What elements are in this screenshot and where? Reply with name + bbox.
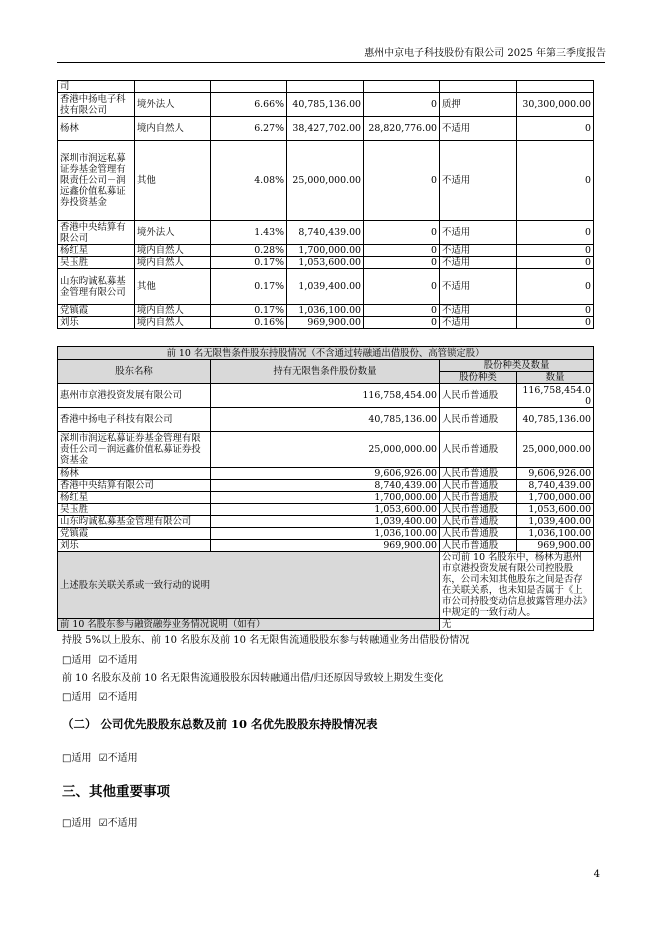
holder-name: 司 (58, 81, 135, 93)
holder-percent: 6.66% (211, 93, 287, 117)
holder-pledge-status: 不适用 (440, 221, 517, 245)
holder-shares (287, 81, 364, 93)
option-row-1 (62, 651, 138, 666)
heading-preferred-shares: （二） 公司优先股股东总数及前 10 名优先股股东持股情况表 (62, 717, 378, 731)
holder-row (58, 81, 594, 93)
checkbox-apply: □适用 (62, 655, 92, 666)
holder-percent: 0.17% (211, 305, 287, 317)
holder-nature: 境内自然人 (135, 257, 211, 269)
checkbox-not-apply: ☑不适用 (98, 692, 138, 703)
holder-row (58, 257, 594, 269)
unrestricted-row (58, 540, 594, 552)
holder-pledge-status: 不适用 (440, 269, 517, 305)
holder-shares: 1,036,100.00 (287, 305, 364, 317)
unrestricted-share-type: 人民币普通股 (440, 528, 517, 540)
margin-text: 无 (440, 619, 594, 631)
holder-shares: 8,740,439.00 (287, 221, 364, 245)
holder-nature: 境内自然人 (135, 317, 211, 329)
holder-name: 党镇霞 (58, 305, 135, 317)
holder-nature: 其他 (135, 141, 211, 221)
holder-pledge-status: 质押 (440, 93, 517, 117)
option-row-2 (62, 688, 138, 703)
unrestricted-share-type: 人民币普通股 (440, 492, 517, 504)
unrestricted-holder-shares: 25,000,000.00 (211, 432, 440, 468)
holder-percent: 6.27% (211, 117, 287, 141)
holder-name: 香港中央结算有限公司 (58, 221, 135, 245)
unrestricted-share-type: 人民币普通股 (440, 540, 517, 552)
unrestricted-row (58, 468, 594, 480)
holder-shares: 969,900.00 (287, 317, 364, 329)
holder-name: 深圳市润远私募证券基金管理有限责任公司－润远鑫价值私募证券投资基金 (58, 141, 135, 221)
holder-shares: 1,700,000.00 (287, 245, 364, 257)
holder-row (58, 305, 594, 317)
checkbox-apply: □适用 (62, 818, 92, 829)
holder-pledge-status: 不适用 (440, 117, 517, 141)
holder-restricted-shares: 0 (364, 269, 440, 305)
holder-nature: 其他 (135, 269, 211, 305)
unrestricted-holder-shares: 969,900.00 (211, 540, 440, 552)
holder-pledge-status (440, 81, 517, 93)
holder-restricted-shares: 0 (364, 141, 440, 221)
unrestricted-holder-shares: 40,785,136.00 (211, 408, 440, 432)
unrestricted-holder-name: 深圳市润远私募证券基金管理有限责任公司－润远鑫价值私募证券投资基金 (58, 432, 211, 468)
unrestricted-row (58, 504, 594, 516)
unrestricted-share-qty: 116,758,454.00 (517, 384, 594, 408)
unrestricted-share-qty: 1,036,100.00 (517, 528, 594, 540)
holder-restricted-shares: 0 (364, 257, 440, 269)
holder-nature (135, 81, 211, 93)
unrestricted-holder-shares: 1,036,100.00 (211, 528, 440, 540)
unrestricted-holder-name: 香港中央结算有限公司 (58, 480, 211, 492)
header-rule (57, 62, 605, 63)
holder-name: 香港中扬电子科技有限公司 (58, 93, 135, 117)
unrestricted-holder-shares: 116,758,454.00 (211, 384, 440, 408)
holder-percent: 0.17% (211, 269, 287, 305)
holder-percent: 0.16% (211, 317, 287, 329)
holder-row (58, 117, 594, 141)
holder-percent (211, 81, 287, 93)
unrestricted-row (58, 516, 594, 528)
holder-pledge-qty: 0 (517, 141, 594, 221)
holder-nature: 境内自然人 (135, 117, 211, 141)
holder-pledge-status: 不适用 (440, 257, 517, 269)
holder-pledge-status: 不适用 (440, 141, 517, 221)
unrestricted-holder-name: 刘乐 (58, 540, 211, 552)
unrestricted-holder-name: 杨红星 (58, 492, 211, 504)
holder-row (58, 221, 594, 245)
unrestricted-share-type: 人民币普通股 (440, 480, 517, 492)
unrestricted-row (58, 384, 594, 408)
unrestricted-holder-name: 党镇霞 (58, 528, 211, 540)
holder-pledge-qty: 0 (517, 221, 594, 245)
unrestricted-holder-shares: 9,606,926.00 (211, 468, 440, 480)
col-share-type-group: 股份种类及数量 (440, 360, 594, 372)
holder-percent: 0.17% (211, 257, 287, 269)
checkbox-not-apply: ☑不适用 (98, 818, 138, 829)
unrestricted-row (58, 432, 594, 468)
unrestricted-share-qty: 25,000,000.00 (517, 432, 594, 468)
checkbox-apply: □适用 (62, 753, 92, 764)
holder-name: 杨红星 (58, 245, 135, 257)
holder-pledge-qty: 0 (517, 117, 594, 141)
holder-restricted-shares: 0 (364, 245, 440, 257)
unrestricted-share-qty: 1,039,400.00 (517, 516, 594, 528)
page-number: 4 (593, 869, 600, 880)
unrestricted-section-title: 前 10 名无限售条件股东持股情况（不含通过转融通出借股份、高管锁定股） (58, 347, 594, 360)
holder-nature: 境外法人 (135, 93, 211, 117)
unrestricted-share-type: 人民币普通股 (440, 408, 517, 432)
holder-restricted-shares: 0 (364, 93, 440, 117)
holder-pledge-qty: 30,300,000.00 (517, 93, 594, 117)
unrestricted-holder-name: 山东昀诚私募基金管理有限公司 (58, 516, 211, 528)
option-row-4 (62, 814, 138, 829)
holder-shares: 1,053,600.00 (287, 257, 364, 269)
holder-shares: 40,785,136.00 (287, 93, 364, 117)
holder-shares: 1,039,400.00 (287, 269, 364, 305)
holder-restricted-shares: 28,820,776.00 (364, 117, 440, 141)
relation-label: 上述股东关联关系或一致行动的说明 (58, 552, 440, 619)
unrestricted-share-type: 人民币普通股 (440, 384, 517, 408)
unrestricted-holder-name: 惠州市京港投资发展有限公司 (58, 384, 211, 408)
top-holders-table (57, 80, 594, 329)
holder-restricted-shares (364, 81, 440, 93)
holder-restricted-shares: 0 (364, 221, 440, 245)
unrestricted-holder-shares: 1,700,000.00 (211, 492, 440, 504)
holder-pledge-qty: 0 (517, 269, 594, 305)
holder-name: 吴玉胜 (58, 257, 135, 269)
holder-nature: 境内自然人 (135, 245, 211, 257)
holder-restricted-shares: 0 (364, 317, 440, 329)
unrestricted-share-type: 人民币普通股 (440, 432, 517, 468)
checkbox-not-apply: ☑不适用 (98, 753, 138, 764)
holder-pledge-qty: 0 (517, 305, 594, 317)
unrestricted-share-type: 人民币普通股 (440, 516, 517, 528)
paragraph-change: 前 10 名股东及前 10 名无限售流通股股东因转融通出借/归还原因导致较上期发生变化 (62, 673, 444, 684)
heading-other-matters: 三、其他重要事项 (62, 784, 170, 800)
unrestricted-share-qty: 8,740,439.00 (517, 480, 594, 492)
unrestricted-share-qty: 1,700,000.00 (517, 492, 594, 504)
holder-pledge-status: 不适用 (440, 305, 517, 317)
holder-row (58, 93, 594, 117)
checkbox-apply: □适用 (62, 692, 92, 703)
unrestricted-holder-shares: 1,039,400.00 (211, 516, 440, 528)
unrestricted-share-qty: 9,606,926.00 (517, 468, 594, 480)
holder-shares: 25,000,000.00 (287, 141, 364, 221)
col-share-qty: 数量 (517, 372, 594, 384)
holder-restricted-shares: 0 (364, 305, 440, 317)
unrestricted-holder-name: 香港中扬电子科技有限公司 (58, 408, 211, 432)
unrestricted-row (58, 528, 594, 540)
col-share-type: 股份种类 (440, 372, 517, 384)
holder-pledge-status: 不适用 (440, 317, 517, 329)
option-row-3 (62, 749, 138, 764)
unrestricted-row (58, 492, 594, 504)
unrestricted-holder-shares: 1,053,600.00 (211, 504, 440, 516)
holder-percent: 4.08% (211, 141, 287, 221)
holder-pledge-qty: 0 (517, 317, 594, 329)
relation-text: 公司前 10 名股东中，杨林为惠州市京港投资发展有限公司控股股东，公司未知其他股东之间是否存在关联关系，也未知是否属于《上市公司持股变动信息披露管理办法》中规定的一致行动人。 (440, 552, 594, 619)
holder-name: 山东昀诚私募基金管理有限公司 (58, 269, 135, 305)
holder-pledge-qty (517, 81, 594, 93)
unrestricted-share-qty: 969,900.00 (517, 540, 594, 552)
paragraph-lending: 持股 5%以上股东、前 10 名股东及前 10 名无限售流通股股东参与转融通业务出借股份情况 (62, 635, 470, 646)
holder-percent: 1.43% (211, 221, 287, 245)
unrestricted-share-type: 人民币普通股 (440, 468, 517, 480)
unrestricted-share-qty: 1,053,600.00 (517, 504, 594, 516)
holder-shares: 38,427,702.00 (287, 117, 364, 141)
holder-row (58, 269, 594, 305)
holder-percent: 0.28% (211, 245, 287, 257)
holder-nature: 境内自然人 (135, 305, 211, 317)
holder-name: 刘乐 (58, 317, 135, 329)
holder-pledge-qty: 0 (517, 245, 594, 257)
unrestricted-share-qty: 40,785,136.00 (517, 408, 594, 432)
unrestricted-holder-name: 吴玉胜 (58, 504, 211, 516)
unrestricted-holder-shares: 8,740,439.00 (211, 480, 440, 492)
unrestricted-row (58, 480, 594, 492)
col-unrestricted-shares: 持有无限售条件股份数量 (211, 360, 440, 384)
unrestricted-holders-table (57, 346, 594, 631)
unrestricted-share-type: 人民币普通股 (440, 504, 517, 516)
holder-row (58, 141, 594, 221)
page-header-title: 惠州中京电子科技股份有限公司 2025 年第三季度报告 (364, 48, 606, 59)
unrestricted-holder-name: 杨林 (58, 468, 211, 480)
holder-row (58, 245, 594, 257)
checkbox-not-apply: ☑不适用 (98, 655, 138, 666)
holder-nature: 境外法人 (135, 221, 211, 245)
holder-pledge-qty: 0 (517, 257, 594, 269)
col-holder-name: 股东名称 (58, 360, 211, 384)
holder-name: 杨林 (58, 117, 135, 141)
holder-row (58, 317, 594, 329)
margin-label: 前 10 名股东参与融资融券业务情况说明（如有） (58, 619, 440, 631)
holder-pledge-status: 不适用 (440, 245, 517, 257)
unrestricted-row (58, 408, 594, 432)
